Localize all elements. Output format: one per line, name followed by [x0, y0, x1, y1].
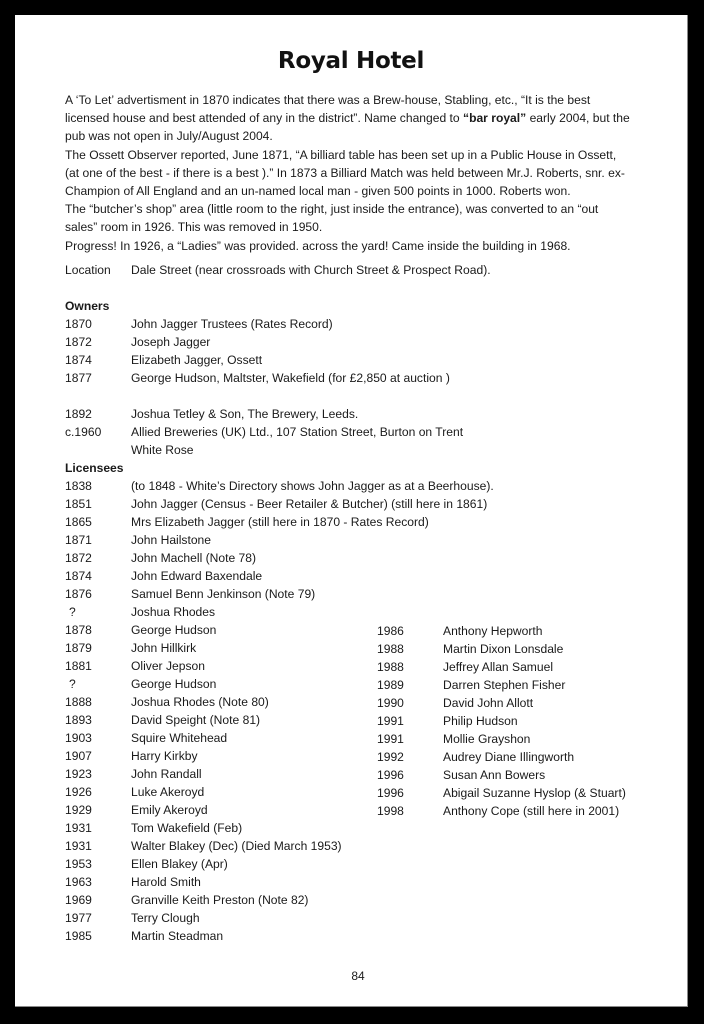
licensee-year: 1991 [377, 732, 404, 746]
licensee-year: 1988 [377, 660, 404, 674]
licensee-name: Mollie Grayshon [443, 732, 531, 746]
location-value: Dale Street (near crossroads with Church Street & Prospect Road). [131, 263, 491, 277]
licensee-name: John Machell (Note 78) [131, 551, 257, 565]
owner-name: Joseph Jagger [131, 335, 211, 349]
licensee-year: 1876 [65, 587, 92, 601]
licensee-name: David John Allott [443, 696, 534, 710]
licensee-name: Anthony Hepworth [443, 624, 543, 638]
licensee-year: 1881 [65, 659, 92, 673]
intro-paragraph-1-text: A ‘To Let’ advertisment in 1870 indicates that there was a Brew-house, Stabling, etc., “It is the best licensed house and best attended of any in the district”. Name changed to [65, 93, 591, 126]
licensee-name: Luke Akeroyd [131, 785, 205, 799]
intro-text [65, 91, 630, 255]
licensee-name: Martin Steadman [131, 929, 224, 943]
licensee-year: 1988 [377, 642, 404, 656]
owner-year: 1874 [65, 353, 92, 367]
licensee-name: Joshua Rhodes [131, 605, 216, 619]
owner-name: George Hudson, Maltster, Wakefield (for £2,850 at auction ) [131, 371, 450, 385]
licensee-year: 1926 [65, 785, 92, 799]
licensee-year: 1986 [377, 624, 404, 638]
licensee-name: John Jagger (Census - Beer Retailer & Butcher) (still here in 1861) [131, 497, 488, 511]
licensee-name: John Randall [131, 767, 202, 781]
licensee-name: Abigail Suzanne Hyslop (& Stuart) [443, 786, 626, 800]
licensee-name: Squire Whitehead [131, 731, 228, 745]
licensee-name: Tom Wakefield (Feb) [131, 821, 243, 835]
licensee-name: Joshua Rhodes (Note 80) [131, 695, 269, 709]
licensee-year: 1838 [65, 479, 92, 493]
licensee-year: 1872 [65, 551, 92, 565]
licensee-year: 1996 [377, 786, 404, 800]
licensee-name: Terry Clough [131, 911, 200, 925]
licensee-name: Harry Kirkby [131, 749, 198, 763]
owner-year: c.1960 [65, 425, 102, 439]
licensee-name: Martin Dixon Lonsdale [443, 642, 564, 656]
page-title: Royal Hotel [277, 48, 425, 74]
intro-paragraph-2: The Ossett Observer reported, June 1871, “A billiard table has been set up in a Public House in Ossett, (at one of the best - if there is a best ).” In 1873 a Billiard Match was held between Mr.J. Roberts, snr. ex-Champion of All England and an un-named local man - given 500 points in 1000. Roberts won. [65, 147, 625, 199]
licensee-name: Samuel Benn Jenkinson (Note 79) [131, 587, 316, 601]
licensee-year: 1992 [377, 750, 404, 764]
licensee-year: 1871 [65, 533, 92, 547]
licensee-name: David Speight (Note 81) [131, 713, 261, 727]
licensee-year: 1874 [65, 569, 92, 583]
owner-name: John Jagger Trustees (Rates Record) [131, 317, 333, 331]
licensee-year: 1969 [65, 893, 92, 907]
licensee-name: Anthony Cope (still here in 2001) [443, 804, 620, 818]
owner-name: Elizabeth Jagger, Ossett [131, 353, 263, 367]
licensee-name: Oliver Jepson [131, 659, 205, 673]
licensee-year: 1879 [65, 641, 92, 655]
licensee-year: 1865 [65, 515, 92, 529]
licensee-name: John Edward Baxendale [131, 569, 263, 583]
intro-paragraph-1-text-end: early 2004, but the pub was not open in July/August 2004. [65, 111, 630, 144]
licensee-year: 1907 [65, 749, 92, 763]
licensee-year: 1851 [65, 497, 92, 511]
owner-year: 1872 [65, 335, 92, 349]
licensee-year: 1893 [65, 713, 92, 727]
licensee-name: Audrey Diane Illingworth [443, 750, 575, 764]
location-label: Location [65, 263, 111, 277]
licensee-year: ? [69, 605, 76, 619]
licensee-name: George Hudson [131, 677, 217, 691]
licensee-year: 1923 [65, 767, 92, 781]
intro-paragraph-1 [65, 91, 630, 146]
licensee-name: Susan Ann Bowers [443, 768, 546, 782]
licensee-year: 1929 [65, 803, 92, 817]
owners-heading: Owners [65, 299, 110, 313]
licensee-year: 1998 [377, 804, 404, 818]
owner-name: Joshua Tetley & Son, The Brewery, Leeds. [131, 407, 359, 421]
licensee-year: 1977 [65, 911, 92, 925]
licensee-name: Granville Keith Preston (Note 82) [131, 893, 309, 907]
owner-name: Allied Breweries (UK) Ltd., 107 Station Street, Burton on Trent [131, 425, 464, 439]
licensee-year: 1989 [377, 678, 404, 692]
document-page [15, 15, 688, 1007]
licensee-year: 1931 [65, 821, 92, 835]
licensee-year: 1990 [377, 696, 404, 710]
licensee-year: 1953 [65, 857, 92, 871]
owner-name: White Rose [131, 443, 194, 457]
owner-year: 1877 [65, 371, 92, 385]
licensee-name: John Hailstone [131, 533, 212, 547]
licensee-name: George Hudson [131, 623, 217, 637]
licensee-name: John Hillkirk [131, 641, 197, 655]
intro-paragraph-4: Progress! In 1926, a “Ladies” was provided. across the yard! Came inside the building in 1968. [65, 238, 571, 253]
licensee-name: Ellen Blakey (Apr) [131, 857, 228, 871]
licensee-year: 1878 [65, 623, 92, 637]
licensee-name: Walter Blakey (Dec) (Died March 1953) [131, 839, 342, 853]
page-number: 84 [351, 969, 365, 983]
licensees-heading: Licensees [65, 461, 124, 475]
licensee-name: Mrs Elizabeth Jagger (still here in 1870 - Rates Record) [131, 515, 429, 529]
licensee-name: Emily Akeroyd [131, 803, 208, 817]
intro-paragraph-3: The “butcher’s shop” area (little room to the right, just inside the entrance), was converted to an “out sales” room in 1926. This was removed in 1950. [65, 202, 599, 235]
licensee-year: 1991 [377, 714, 404, 728]
licensee-name: Harold Smith [131, 875, 201, 889]
owner-year: 1870 [65, 317, 92, 331]
owner-year: 1892 [65, 407, 92, 421]
licensee-year: 1888 [65, 695, 92, 709]
licensee-name: Darren Stephen Fisher [443, 678, 566, 692]
licensee-name: Jeffrey Allan Samuel [443, 660, 554, 674]
licensee-year: 1996 [377, 768, 404, 782]
licensee-year: 1963 [65, 875, 92, 889]
licensee-year: 1985 [65, 929, 92, 943]
licensee-name: (to 1848 - White’s Directory shows John Jagger as at a Beerhouse). [131, 479, 494, 493]
licensee-name: Philip Hudson [443, 714, 518, 728]
licensee-year: 1903 [65, 731, 92, 745]
licensee-year: ? [69, 677, 76, 691]
licensee-year: 1931 [65, 839, 92, 853]
bar-royal-emphasis: “bar royal” [463, 111, 527, 126]
